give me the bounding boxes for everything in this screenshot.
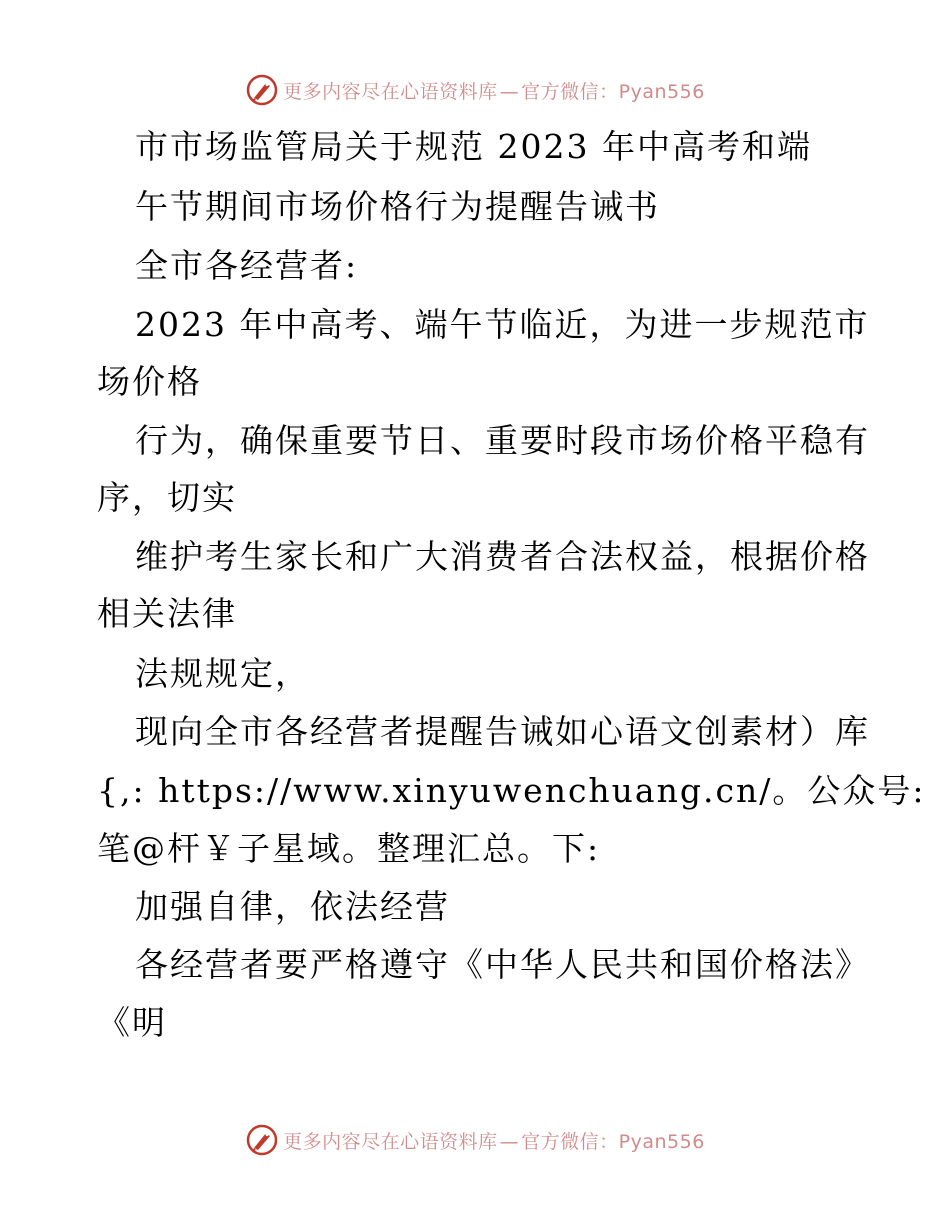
paragraph-line: 序，切实	[97, 478, 237, 517]
paragraph-line: 相关法律	[97, 594, 237, 633]
paragraph-line: 行为，确保重要节日、重要时段市场价格平稳有	[135, 421, 870, 460]
pen-nib-logo-icon	[245, 1123, 279, 1157]
watermark-separator: —	[499, 80, 520, 103]
paragraph-line: 2023 年中高考、端午节临近，为进一步规范市	[135, 305, 870, 344]
watermark-prefix: 更多内容尽在心语资料库	[283, 80, 498, 103]
paragraph-line: 《明	[97, 1003, 167, 1042]
paragraph-line: 笔@杆￥子星域。整理汇总。下:	[97, 829, 601, 868]
salutation: 全市各经营者:	[135, 246, 359, 285]
watermark-separator: —	[499, 1130, 520, 1153]
paragraph-line: 场价格	[97, 362, 202, 401]
paragraph-line: 现向全市各经营者提醒告诫如心语文创素材）库	[135, 712, 870, 751]
title-line-2: 午节期间市场价格行为提醒告诫书	[135, 187, 660, 226]
watermark-suffix: 官方微信：Pyan556	[521, 1130, 705, 1153]
section-heading: 加强自律，依法经营	[135, 887, 450, 926]
paragraph-line: 维护考生家长和广大消费者合法权益，根据价格	[135, 537, 870, 576]
paragraph-line: 法规规定，	[135, 654, 310, 693]
paragraph-line: 各经营者要严格遵守《中华人民共和国价格法》	[135, 945, 870, 984]
title-line-1: 市市场监管局关于规范 2023 年中高考和端	[135, 127, 812, 166]
paragraph-line-url: {,: https://www.xinyuwenchuang.cn/。公众号:	[97, 771, 926, 810]
watermark-prefix: 更多内容尽在心语资料库	[283, 1130, 498, 1153]
footer-watermark	[0, 1120, 950, 1160]
watermark-suffix: 官方微信：Pyan556	[521, 80, 705, 103]
